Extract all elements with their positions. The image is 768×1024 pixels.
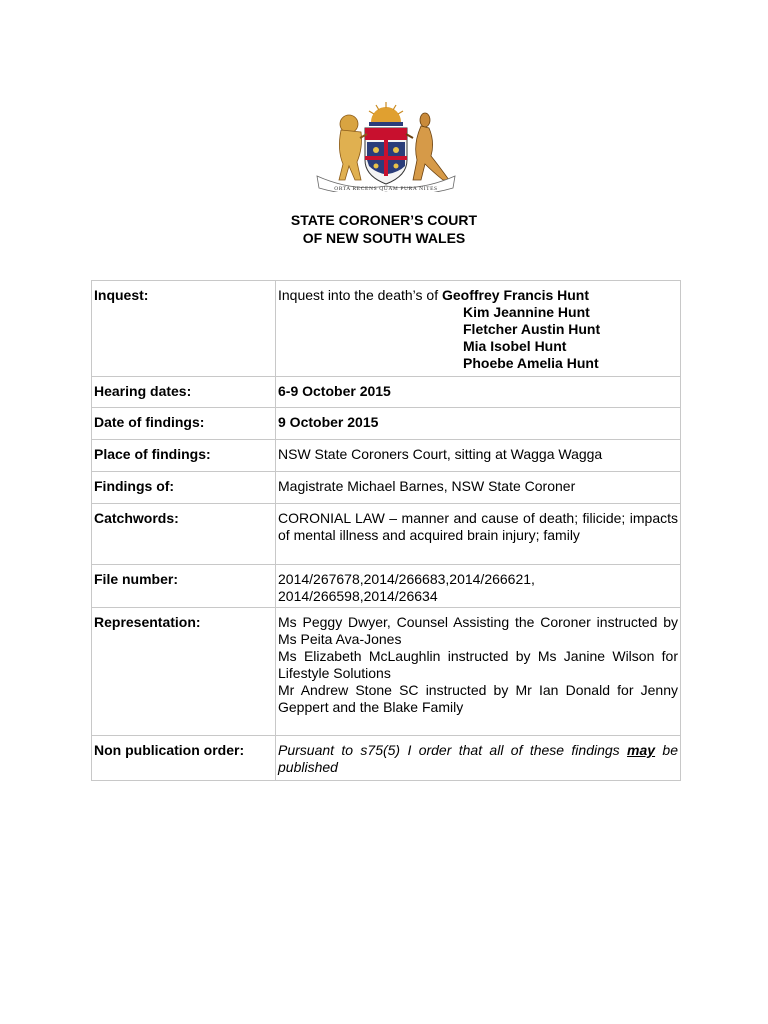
file-number-line: 2014/266598,2014/26634	[278, 588, 438, 604]
place-of-findings-value: NSW State Coroners Court, sitting at Wagga Wagga	[276, 440, 681, 472]
row-inquest	[92, 281, 681, 377]
row-findings-of	[92, 472, 681, 504]
non-publication-text: Pursuant to s75(5) I order that all of these findings	[278, 742, 628, 758]
court-title-line-2: OF NEW SOUTH WALES	[302, 230, 466, 246]
row-non-publication-order	[92, 736, 681, 781]
representation-paragraph: Ms Elizabeth McLaughlin instructed by Ms Janine Wilson for Lifestyle Solutions	[278, 648, 678, 681]
row-catchwords	[92, 504, 681, 565]
findings-summary-table	[91, 280, 681, 781]
deceased-name: Fletcher Austin Hunt	[463, 321, 601, 337]
findings-of-label: Findings of:	[92, 472, 276, 504]
representation-value	[276, 608, 681, 736]
row-representation	[92, 608, 681, 736]
date-of-findings-label: Date of findings:	[92, 408, 276, 440]
row-hearing-dates	[92, 377, 681, 408]
deceased-name: Phoebe Amelia Hunt	[463, 355, 599, 371]
file-number-line: 2014/267678,2014/266683,2014/266621,	[278, 571, 535, 587]
crest-kangaroo	[406, 113, 449, 180]
catchwords-label: Catchwords:	[92, 504, 276, 565]
row-file-number	[92, 565, 681, 608]
crest-lion	[339, 115, 367, 180]
file-number-value	[276, 565, 681, 608]
crest-sun	[369, 102, 403, 126]
non-publication-text: be published	[278, 742, 678, 775]
row-place-of-findings	[92, 440, 681, 472]
findings-of-value: Magistrate Michael Barnes, NSW State Coroner	[276, 472, 681, 504]
representation-label: Representation:	[92, 608, 276, 736]
non-publication-emphasis: may	[627, 742, 656, 758]
inquest-label: Inquest:	[92, 281, 276, 377]
hearing-dates-label: Hearing dates:	[92, 377, 276, 408]
coat-of-arms-logo	[313, 100, 459, 192]
non-publication-label: Non publication order:	[92, 736, 276, 781]
deceased-name: Kim Jeannine Hunt	[463, 304, 590, 320]
file-number-label: File number:	[92, 565, 276, 608]
place-of-findings-label: Place of findings:	[92, 440, 276, 472]
crest-motto-text: ORTA RECENS QUAM PURA NITES	[334, 186, 438, 192]
representation-paragraph: Mr Andrew Stone SC instructed by Mr Ian Donald for Jenny Geppert and the Blake Family	[278, 682, 678, 715]
representation-paragraph: Ms Peggy Dwyer, Counsel Assisting the Coroner instructed by Ms Peita Ava-Jones	[278, 614, 678, 647]
court-title-line-1: STATE CORONER’S COURT	[290, 212, 478, 228]
inquest-prefix: Inquest into the death’s of	[278, 287, 442, 303]
crest-shield	[365, 128, 407, 184]
deceased-name: Geoffrey Francis Hunt	[441, 287, 590, 303]
non-publication-value	[276, 736, 681, 781]
hearing-dates-value: 6-9 October 2015	[276, 377, 681, 408]
row-date-of-findings	[92, 408, 681, 440]
catchwords-value: CORONIAL LAW – manner and cause of death; filicide; impacts of mental illness and acquired brain injury; family	[276, 504, 681, 565]
deceased-name: Mia Isobel Hunt	[463, 338, 567, 354]
inquest-value	[276, 281, 681, 377]
date-of-findings-value: 9 October 2015	[276, 408, 681, 440]
